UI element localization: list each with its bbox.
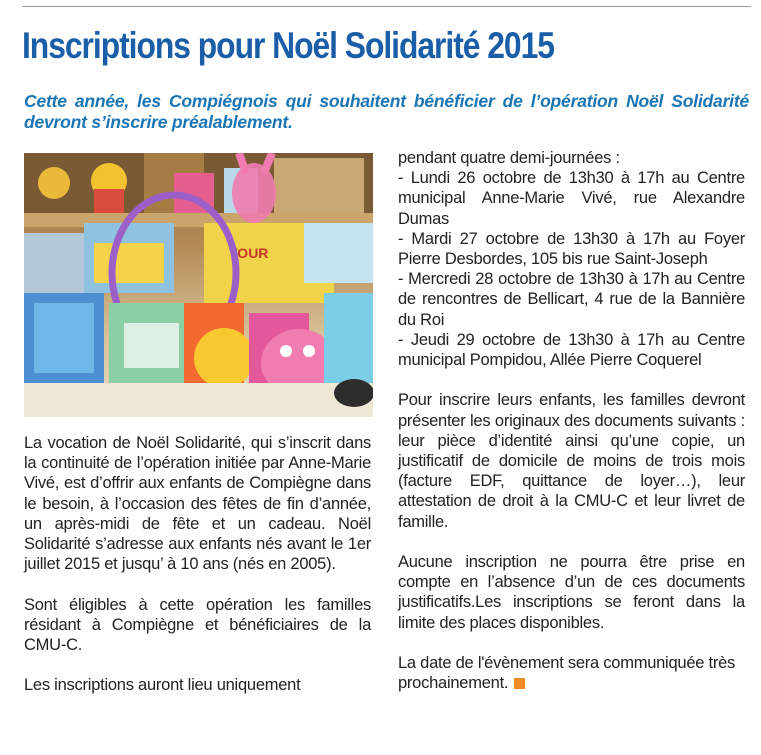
article-title: Inscriptions pour Noël Solidarité 2015 (22, 25, 554, 66)
schedule-item: - Mardi 27 octobre de 13h30 à 17h au Foyer Pierre Desbordes, 105 bis rue Saint-Joseph (398, 229, 745, 269)
article-lead: Cette année, les Compiégnois qui souhaitent bénéficier de l’opération Noël Solidarité devront s’inscrire préalablement. (24, 91, 749, 132)
schedule-item: - Jeudi 29 octobre de 13h30 à 17h au Centre municipal Pompidou, Allée Pierre Coquerel (398, 330, 745, 370)
top-rule (22, 6, 751, 7)
paragraph-event-date (398, 653, 745, 693)
schedule-item: - Mercredi 28 octobre de 13h30 à 17h au Centre de rencontres de Bellicart, 4 rue de la Bannière du Roi (398, 270, 745, 329)
paragraph-documents: Pour inscrire leurs enfants, les familles devront présenter les originaux des documents suivants : leur pièce d’identité ainsi qu’une copie, un justificatif de domicile de moins de trois mois (facture EDF, quittance de loyer…), leur attestation de droit à la CMU-C et leur livret de famille. (398, 391, 745, 531)
toys-photo (24, 153, 373, 417)
left-column (24, 433, 371, 696)
paragraph-eligibility: Sont éligibles à cette opération les familles résidant à Compiègne et bénéficiaires de la CMU-C. (24, 595, 371, 655)
toys-photo-icon (24, 153, 373, 417)
paragraph-inscriptions-start: Les inscriptions auront lieu uniquement (24, 676, 301, 695)
paragraph-inscriptions-continued: pendant quatre demi-journées : (398, 149, 620, 167)
paragraph-vocation: La vocation de Noël Solidarité, qui s’inscrit dans la continuité de l’opération initiée par Anne-Marie Vivé, est d’offrir aux enfants de Compiègne dans le besoin, à l’occasion des fêtes de fin d’année, un après-midi de fête et un cadeau. Noël Solidarité s’adresse aux enfants nés avant le 1er juillet 2015 et jusqu’ à 10 ans (nés en 2005). (24, 434, 371, 574)
svg-text:TOUR: TOUR (229, 245, 269, 261)
right-column (398, 148, 745, 693)
event-date-text: La date de l'évènement sera communiquée très prochainement. (398, 654, 736, 693)
end-mark-icon (514, 678, 525, 689)
paragraph-requirements: Aucune inscription ne pourra être prise en compte en l’absence d’un de ces documents justificatifs.Les inscriptions se feront dans la limite des places disponibles. (398, 553, 745, 632)
schedule-item: - Lundi 26 octobre de 13h30 à 17h au Centre municipal Anne-Marie Vivé, rue Alexandre Dumas (398, 169, 745, 228)
